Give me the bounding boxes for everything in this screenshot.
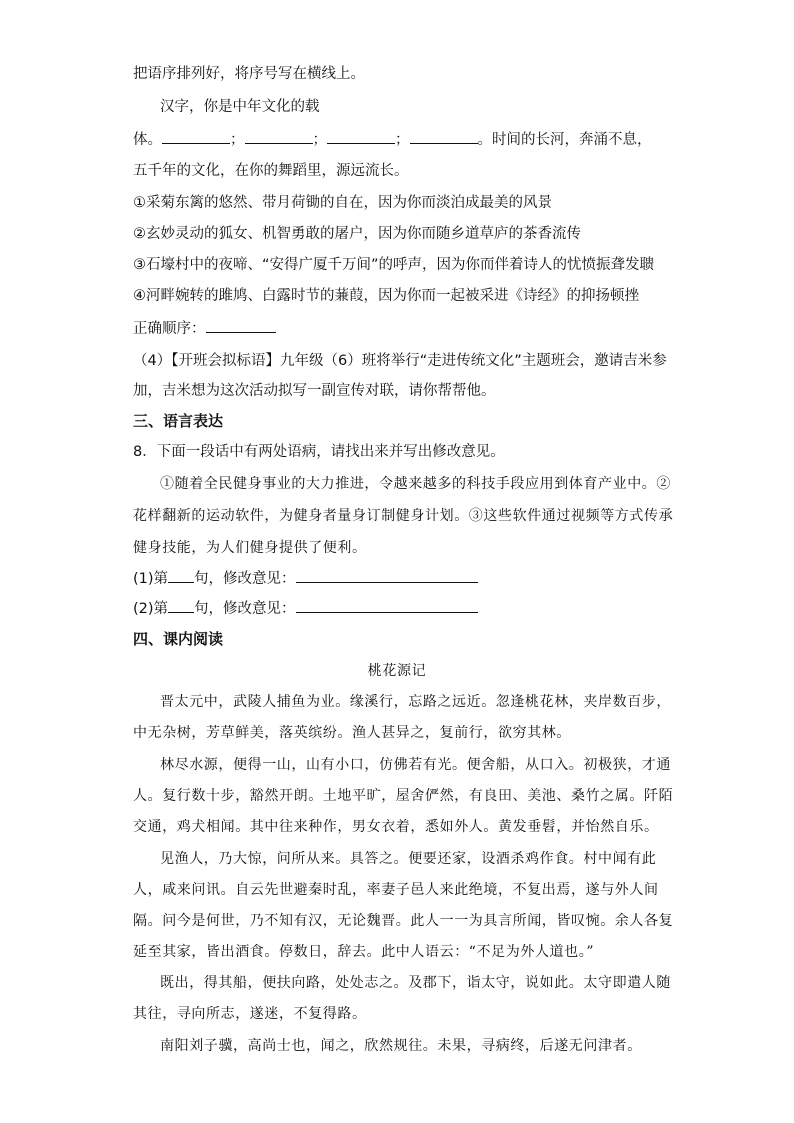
answer-blank-3[interactable] [327,129,395,144]
q7-3-fill-line [133,129,652,150]
sentence-number-blank-2[interactable] [168,598,194,613]
passage-line-2: 中无杂树，芳草鲜美，落英缤纷。渔人甚异之，复前行，欲穷其林。 [133,725,571,741]
q8-passage-line-2: 花样翻新的运动软件，为健身者量身订制健身计划。③这些软件通过视频等方式传承 [133,508,674,524]
passage-line-6: 见渔人，乃大惊，问所从来。具答之。便要还家，设酒杀鸡作食。村中闻有此 [160,851,657,867]
passage-line-1: 晋太元中，武陵人捕鱼为业。缘溪行，忘路之远近。忽逢桃花林，夹岸数百步， [160,694,671,710]
q7-4-line1: （4）【开班会拟标语】九年级（6）班将举行“走进传统文化”主题班会，邀请吉米参 [133,353,667,369]
answer-label: 正确顺序： [133,321,206,337]
section-3-heading: 三、语言表达 [133,412,224,430]
answer-order-blank[interactable] [206,318,276,333]
q8-passage-line-3: 健身技能，为人们健身提供了便利。 [133,540,367,556]
passage-title: 桃花源记 [367,663,427,679]
answer-blank-1[interactable] [162,129,230,144]
passage-line-12: 南阳刘子骥，高尚士也，闻之，欣然规往。未果，寻病终，后遂无问津者。 [160,1038,642,1054]
answer-suffix: 句，修改意见： [194,601,296,617]
q7-3-option-2: ②玄妙灵动的狐女、机智勇敢的屠户，因为你而随乡道草庐的茶香流传 [133,226,581,242]
semicolon: ； [395,132,410,148]
passage-line-5: 交通，鸡犬相闻。其中往来种作，男女衣着，悉如外人。黄发垂髫，并怡然自乐。 [133,819,659,835]
semicolon: ； [312,132,327,148]
q7-4-line2: 加，吉米想为这次活动拟写一副宣传对联，请你帮帮他。 [133,383,496,399]
q7-3-intro-line: 汉字，你是中年文化的载 [160,99,320,115]
passage-line-7: 人，咸来问讯。自云先世避秦时乱，率妻子邑人来此绝境，不复出焉，遂与外人间 [133,882,659,898]
revision-blank-1[interactable] [296,568,478,583]
passage-line-4: 人。复行数十步，豁然开朗。土地平旷，屋舍俨然，有良田、美池、桑竹之属。阡陌 [133,788,674,804]
answer-prefix: (2)第 [133,601,169,617]
passage-line-8: 隔。问今是何世，乃不知有汉，无论魏晋。此人一一为具言所闻，皆叹惋。余人各复 [133,913,674,929]
q8-answer-2 [133,598,478,619]
semicolon: ； [230,132,245,148]
q7-3-option-4: ④河畔婉转的雎鸠、白露时节的蒹葭，因为你而一起被采进《诗经》的抑扬顿挫 [133,288,639,304]
answer-prefix: (1)第 [133,571,169,587]
section-4-heading: 四、课内阅读 [133,630,224,648]
q7-3-answer-line [133,318,276,339]
q7-3-option-1: ①采菊东篱的悠然、带月荷锄的自在，因为你而淡泊成最美的风景 [133,195,552,211]
sentence-number-blank-1[interactable] [168,568,194,583]
revision-blank-2[interactable] [296,598,478,613]
q8-answer-1 [133,568,478,589]
line-end-text: 。时间的长河，奔涌不息， [477,132,652,148]
q8-passage-line-1: ①随着全民健身事业的大力推进，令越来越多的科技手段应用到体育产业中。② [160,476,671,492]
q7-3-line3: 五千年的文化，在你的舞蹈里，源远流长。 [133,163,409,179]
q8-prompt: 8．下面一段话中有两处语病，请找出来并写出修改意见。 [133,444,505,460]
q7-3-option-3: ③石壕村中的夜啼、“安得广厦千万间”的呼声，因为你而伴着诗人的忧愤振聋发聩 [133,257,655,273]
line-start-text: 体。 [133,132,162,148]
answer-blank-4[interactable] [410,129,478,144]
passage-line-11: 其往，寻向所志，遂迷，不复得路。 [133,1006,367,1022]
passage-line-10: 既出，得其船，便扶向路，处处志之。及郡下，诣太守，说如此。太守即遣人随 [160,975,671,991]
answer-suffix: 句，修改意见： [194,571,296,587]
passage-line-9: 延至其家，皆出酒食。停数日，辞去。此中人语云：“不足为外人道也。” [133,944,595,960]
answer-blank-2[interactable] [245,129,313,144]
q7-3-instruction: 把语序排列好，将序号写在横线上。 [133,66,365,82]
passage-line-3: 林尽水源，便得一山，山有小口，仿佛若有光。便舍船，从口入。初极狭，才通 [160,757,671,773]
